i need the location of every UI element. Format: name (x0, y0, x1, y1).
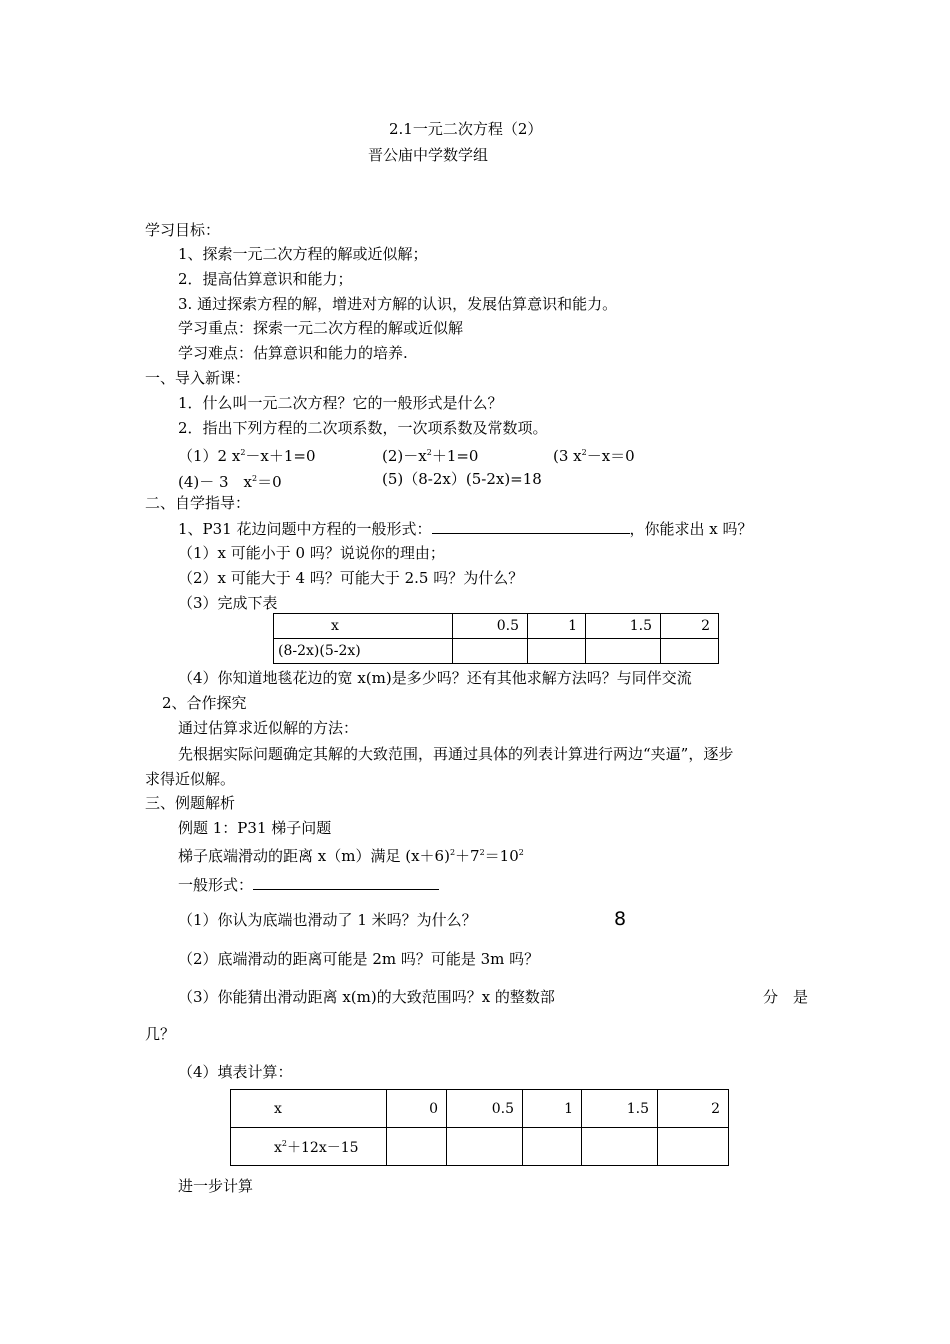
method-3: 求得近似解。 (145, 770, 236, 788)
example-q3: （3）你能猜出滑动距离 x(m)的大致范围吗？x 的整数部 (178, 988, 555, 1006)
example-general-form: 一般形式： (178, 875, 439, 894)
difficulty: 学习难点：估算意识和能力的培养. (178, 344, 408, 362)
table-cell[interactable] (387, 1128, 447, 1166)
example-1: 例题 1：P31 梯子问题 (178, 819, 332, 837)
table-2 (230, 1089, 729, 1166)
examples-heading: 三、例题解析 (145, 794, 236, 812)
table-cell: 0.5 (447, 1090, 523, 1128)
table-cell: (8-2x)(5-2x) (274, 639, 453, 664)
further-calculation: 进一步计算 (178, 1177, 254, 1195)
page-title: 2.1一元二次方程（2） (389, 120, 543, 138)
table-cell[interactable] (453, 639, 528, 664)
table-cell: 0 (387, 1090, 447, 1128)
equation-4: (4)－ 3 $x^2=0$ (178, 473, 282, 491)
self-study-s1: （1）x 可能小于 0 吗？说说你的理由； (178, 544, 445, 562)
table-cell: 1 (528, 614, 586, 639)
key-point: 学习重点：探索一元二次方程的解或近似解 (178, 319, 464, 337)
table-cell: 0.5 (453, 614, 528, 639)
table-cell: 1.5 (586, 614, 661, 639)
table-cell[interactable] (658, 1128, 729, 1166)
table-cell[interactable] (447, 1128, 523, 1166)
answer-blank[interactable] (253, 875, 439, 890)
equation-5: (5)（8-2x）(5-2x)=18 (382, 470, 542, 488)
table-1 (273, 613, 719, 664)
table-cell: 2 (658, 1090, 729, 1128)
method-1: 通过估算求近似解的方法： (178, 719, 359, 737)
stray-number: 8 (614, 908, 627, 930)
intro-q2: 2．指出下列方程的二次项系数，一次项系数及常数项。 (178, 419, 548, 437)
example-condition: 梯子底端滑动的距离 x（m）满足 $(x+6)^2+7^2=10^2$ (178, 847, 524, 865)
intro-heading: 一、导入新课： (145, 369, 251, 387)
table-cell[interactable] (582, 1128, 658, 1166)
table-row (231, 1128, 729, 1166)
table-cell: 2 (661, 614, 719, 639)
table-cell: x (274, 614, 453, 639)
example-q4: （4）填表计算： (178, 1063, 293, 1081)
goal-2: 2．提高估算意识和能力； (178, 270, 353, 288)
table-cell: $x^2+12x-15$ (231, 1128, 387, 1166)
table-cell[interactable] (661, 639, 719, 664)
self-study-p2: 2、合作探究 (162, 694, 247, 712)
table-cell[interactable] (523, 1128, 582, 1166)
table-row (274, 614, 719, 639)
table-cell: 1.5 (582, 1090, 658, 1128)
page-author: 晋公庙中学数学组 (368, 146, 489, 164)
example-q1: （1）你认为底端也滑动了 1 米吗？为什么？ (178, 911, 477, 929)
goal-1: 1、探索一元二次方程的解或近似解； (178, 245, 428, 263)
answer-blank[interactable] (432, 519, 630, 534)
goals-heading: 学习目标： (145, 221, 221, 239)
equation-1: （1）2 $x^2-x+1=0$ (178, 447, 316, 465)
goal-3: 3. 通过探索方程的解，增进对方解的认识，发展估算意识和能力。 (178, 295, 618, 313)
table-cell: 1 (523, 1090, 582, 1128)
self-study-s2: （2）x 可能大于 4 吗？可能大于 2.5 吗？为什么？ (178, 569, 524, 587)
method-2: 先根据实际问题确定其解的大致范围，再通过具体的列表计算进行两边“夹逼”，逐步 (178, 745, 734, 763)
example-q3-tail: 几？ (145, 1025, 176, 1043)
self-study-p1: 1、P31 花边问题中方程的一般形式： ，你能求出 x 吗？ (178, 520, 753, 538)
intro-q1: 1．什么叫一元二次方程？它的一般形式是什么？ (178, 394, 503, 412)
table-row (274, 639, 719, 664)
self-study-s3: （3）完成下表 (178, 594, 278, 612)
self-study-s4: （4）你知道地毯花边的宽 x(m)是多少吗？还有其他求解方法吗？与同伴交流 (178, 669, 692, 687)
table-cell: x (231, 1090, 387, 1128)
equation-3: (3 $x^2-x=0$ (553, 447, 635, 465)
table-cell[interactable] (586, 639, 661, 664)
table-row (231, 1090, 729, 1128)
example-q2: （2）底端滑动的距离可能是 2m 吗？可能是 3m 吗？ (178, 950, 540, 968)
self-study-heading: 二、自学指导： (145, 494, 251, 512)
equation-2: $(2)-x^2+1=0$ (382, 447, 479, 465)
example-q3-right: 分 是 (763, 988, 809, 1006)
table-cell[interactable] (528, 639, 586, 664)
